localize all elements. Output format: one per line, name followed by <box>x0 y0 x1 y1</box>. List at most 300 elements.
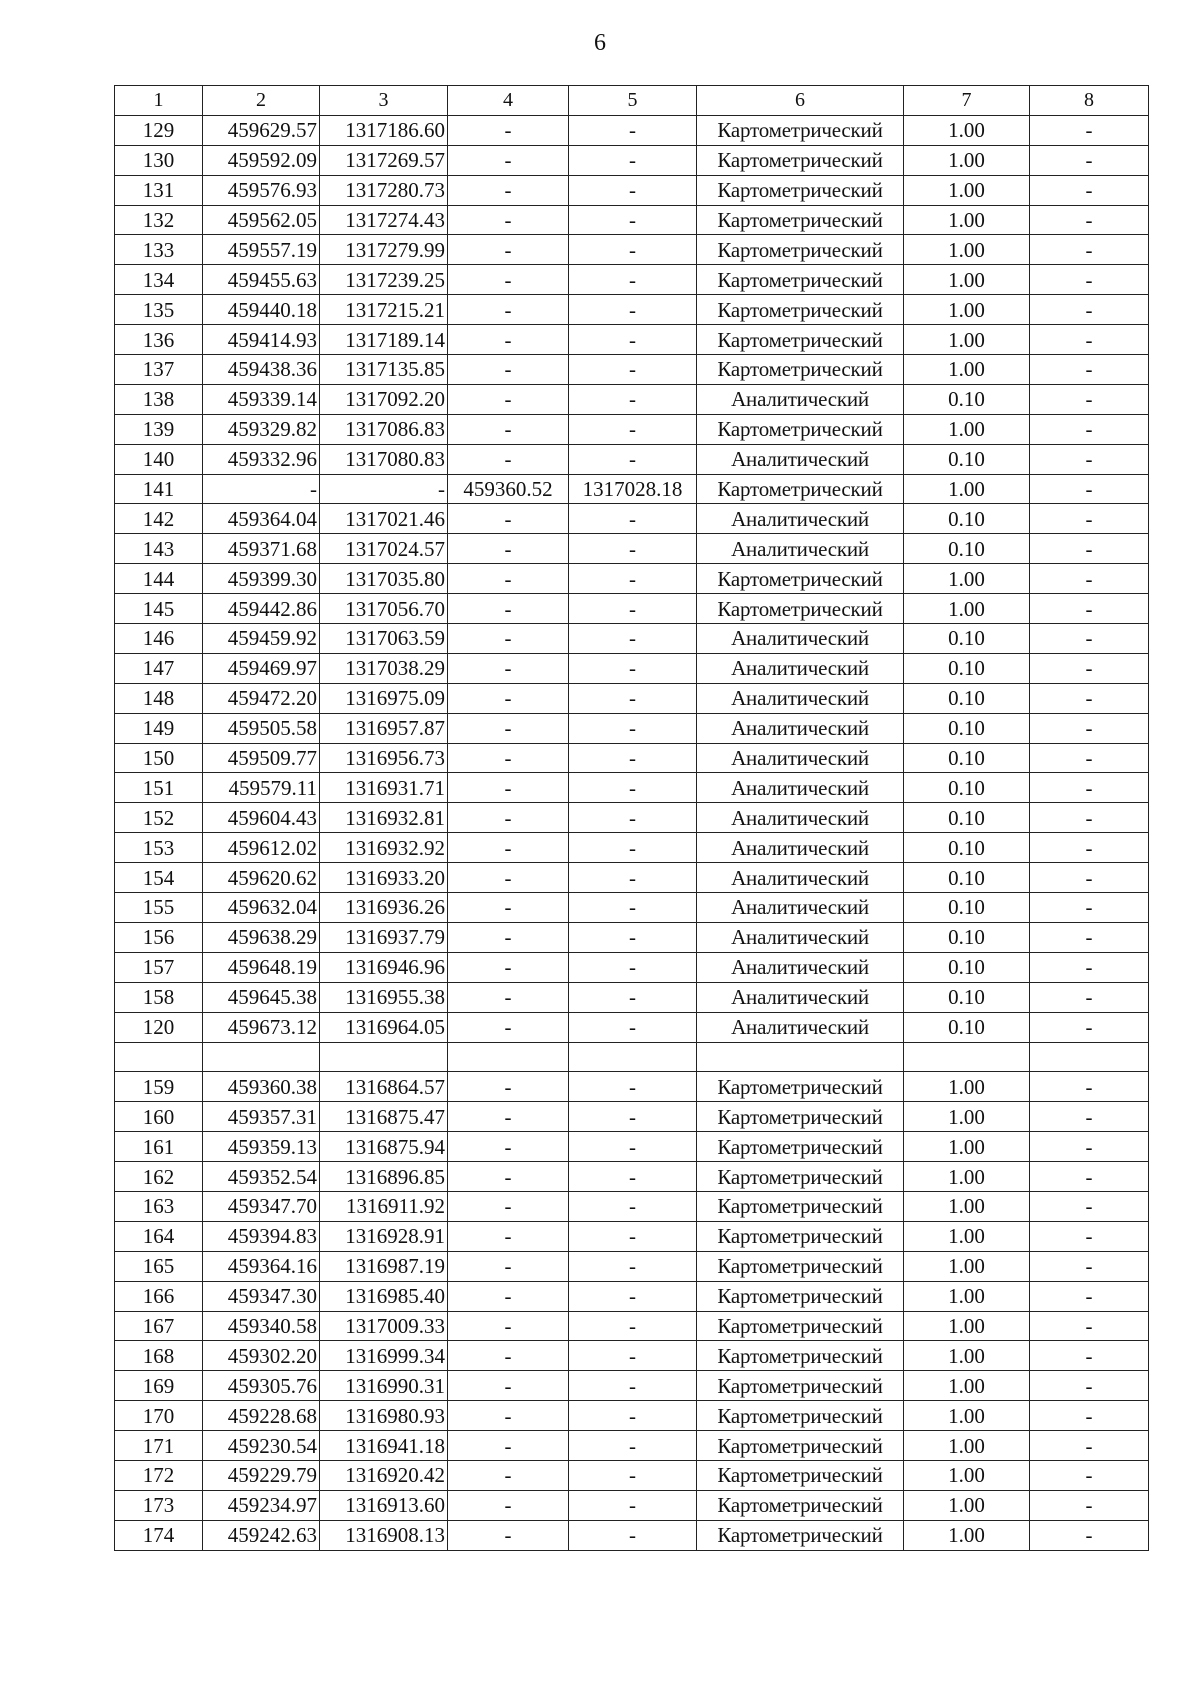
table-row <box>115 1341 1149 1371</box>
point-number-cell: 143 <box>115 534 203 564</box>
description-cell: - <box>1030 474 1149 504</box>
x-new-cell: - <box>448 1132 569 1162</box>
x-new-cell: - <box>448 863 569 893</box>
method-cell: Картометрический <box>697 115 904 145</box>
x-coordinate-cell: 459632.04 <box>203 893 320 923</box>
point-number-cell: 136 <box>115 325 203 355</box>
x-new-cell: - <box>448 922 569 952</box>
y-coordinate-cell: 1317280.73 <box>320 175 448 205</box>
method-cell: Картометрический <box>697 175 904 205</box>
x-new-cell: - <box>448 1191 569 1221</box>
description-cell: - <box>1030 743 1149 773</box>
description-cell: - <box>1030 1341 1149 1371</box>
accuracy-cell: 1.00 <box>904 295 1030 325</box>
x-new-cell <box>448 1042 569 1072</box>
y-coordinate-cell: 1317239.25 <box>320 265 448 295</box>
y-coordinate-cell: 1316875.47 <box>320 1102 448 1132</box>
y-coordinate-cell: 1317279.99 <box>320 235 448 265</box>
method-cell: Картометрический <box>697 1162 904 1192</box>
y-new-cell: - <box>569 1311 697 1341</box>
accuracy-cell: 0.10 <box>904 982 1030 1012</box>
description-cell: - <box>1030 325 1149 355</box>
method-cell: Аналитический <box>697 743 904 773</box>
accuracy-cell: 1.00 <box>904 1162 1030 1192</box>
description-cell: - <box>1030 1371 1149 1401</box>
page-number: 6 <box>594 30 606 56</box>
y-new-cell: - <box>569 1012 697 1042</box>
description-cell: - <box>1030 145 1149 175</box>
method-cell: Аналитический <box>697 803 904 833</box>
x-coordinate-cell: 459230.54 <box>203 1431 320 1461</box>
x-new-cell: - <box>448 1431 569 1461</box>
table-row <box>115 444 1149 474</box>
x-coordinate-cell: 459509.77 <box>203 743 320 773</box>
accuracy-cell: 0.10 <box>904 803 1030 833</box>
description-cell: - <box>1030 713 1149 743</box>
point-number-cell: 151 <box>115 773 203 803</box>
x-new-cell: - <box>448 205 569 235</box>
x-coordinate-cell: 459359.13 <box>203 1132 320 1162</box>
y-new-cell: - <box>569 833 697 863</box>
y-coordinate-cell: 1316990.31 <box>320 1371 448 1401</box>
y-coordinate-cell: 1317009.33 <box>320 1311 448 1341</box>
table-row <box>115 564 1149 594</box>
point-number-cell: 154 <box>115 863 203 893</box>
column-header: 1 <box>115 86 203 116</box>
accuracy-cell: 0.10 <box>904 653 1030 683</box>
y-new-cell: - <box>569 1281 697 1311</box>
description-cell: - <box>1030 1132 1149 1162</box>
x-coordinate-cell: 459629.57 <box>203 115 320 145</box>
x-new-cell: - <box>448 594 569 624</box>
x-new-cell: - <box>448 1520 569 1550</box>
method-cell: Картометрический <box>697 1281 904 1311</box>
method-cell: Картометрический <box>697 564 904 594</box>
accuracy-cell: 1.00 <box>904 564 1030 594</box>
method-cell: Картометрический <box>697 1251 904 1281</box>
x-coordinate-cell: 459340.58 <box>203 1311 320 1341</box>
accuracy-cell: 1.00 <box>904 1311 1030 1341</box>
accuracy-cell: 1.00 <box>904 1401 1030 1431</box>
table-row <box>115 1520 1149 1550</box>
point-number-cell <box>115 1042 203 1072</box>
accuracy-cell: 1.00 <box>904 414 1030 444</box>
y-coordinate-cell: 1317086.83 <box>320 414 448 444</box>
accuracy-cell: 1.00 <box>904 265 1030 295</box>
y-new-cell: - <box>569 922 697 952</box>
x-coordinate-cell: 459592.09 <box>203 145 320 175</box>
description-cell: - <box>1030 982 1149 1012</box>
x-new-cell: - <box>448 115 569 145</box>
y-coordinate-cell: 1316896.85 <box>320 1162 448 1192</box>
accuracy-cell: 0.10 <box>904 743 1030 773</box>
description-cell: - <box>1030 504 1149 534</box>
y-new-cell: - <box>569 1221 697 1251</box>
accuracy-cell: 1.00 <box>904 1251 1030 1281</box>
description-cell: - <box>1030 1490 1149 1520</box>
point-number-cell: 148 <box>115 683 203 713</box>
y-coordinate-cell: 1316932.92 <box>320 833 448 863</box>
table-row <box>115 384 1149 414</box>
point-number-cell: 171 <box>115 1431 203 1461</box>
table-row <box>115 773 1149 803</box>
y-new-cell: - <box>569 1401 697 1431</box>
y-coordinate-cell: 1317080.83 <box>320 444 448 474</box>
table-row <box>115 1251 1149 1281</box>
x-coordinate-cell: 459414.93 <box>203 325 320 355</box>
description-cell: - <box>1030 1401 1149 1431</box>
method-cell: Аналитический <box>697 982 904 1012</box>
point-number-cell: 130 <box>115 145 203 175</box>
y-new-cell: - <box>569 982 697 1012</box>
y-coordinate-cell: 1317189.14 <box>320 325 448 355</box>
table-row <box>115 504 1149 534</box>
x-new-cell: - <box>448 414 569 444</box>
y-coordinate-cell: 1316933.20 <box>320 863 448 893</box>
x-new-cell: - <box>448 1460 569 1490</box>
table-row <box>115 1460 1149 1490</box>
point-number-cell: 174 <box>115 1520 203 1550</box>
description-cell: - <box>1030 534 1149 564</box>
y-coordinate-cell: 1316956.73 <box>320 743 448 773</box>
y-new-cell: - <box>569 1132 697 1162</box>
accuracy-cell: 1.00 <box>904 1132 1030 1162</box>
point-number-cell: 159 <box>115 1072 203 1102</box>
description-cell: - <box>1030 115 1149 145</box>
table-row <box>115 235 1149 265</box>
method-cell: Картометрический <box>697 1460 904 1490</box>
y-coordinate-cell: 1316911.92 <box>320 1191 448 1221</box>
x-coordinate-cell: 459305.76 <box>203 1371 320 1401</box>
accuracy-cell: 1.00 <box>904 1281 1030 1311</box>
y-coordinate-cell: 1316920.42 <box>320 1460 448 1490</box>
point-number-cell: 173 <box>115 1490 203 1520</box>
point-number-cell: 168 <box>115 1341 203 1371</box>
description-cell: - <box>1030 1460 1149 1490</box>
x-new-cell: 459360.52 <box>448 474 569 504</box>
point-number-cell: 152 <box>115 803 203 833</box>
table-row <box>115 713 1149 743</box>
table-row <box>115 145 1149 175</box>
x-new-cell: - <box>448 1072 569 1102</box>
x-coordinate-cell: 459229.79 <box>203 1460 320 1490</box>
method-cell: Аналитический <box>697 713 904 743</box>
y-coordinate-cell: 1316908.13 <box>320 1520 448 1550</box>
method-cell: Картометрический <box>697 355 904 385</box>
point-number-cell: 170 <box>115 1401 203 1431</box>
point-number-cell: 160 <box>115 1102 203 1132</box>
description-cell: - <box>1030 1520 1149 1550</box>
column-header: 6 <box>697 86 904 116</box>
y-coordinate-cell: 1317024.57 <box>320 534 448 564</box>
column-header: 2 <box>203 86 320 116</box>
description-cell: - <box>1030 355 1149 385</box>
y-new-cell: - <box>569 1072 697 1102</box>
method-cell: Аналитический <box>697 624 904 654</box>
y-coordinate-cell: 1316932.81 <box>320 803 448 833</box>
accuracy-cell: 0.10 <box>904 504 1030 534</box>
accuracy-cell: 1.00 <box>904 1431 1030 1461</box>
x-new-cell: - <box>448 145 569 175</box>
description-cell: - <box>1030 833 1149 863</box>
description-cell: - <box>1030 1221 1149 1251</box>
x-coordinate-cell: 459347.30 <box>203 1281 320 1311</box>
x-new-cell: - <box>448 952 569 982</box>
x-coordinate-cell: 459357.31 <box>203 1102 320 1132</box>
accuracy-cell: 1.00 <box>904 235 1030 265</box>
y-coordinate-cell: 1317063.59 <box>320 624 448 654</box>
point-number-cell: 156 <box>115 922 203 952</box>
y-coordinate-cell: 1316946.96 <box>320 952 448 982</box>
point-number-cell: 166 <box>115 1281 203 1311</box>
column-header: 4 <box>448 86 569 116</box>
table-row <box>115 743 1149 773</box>
point-number-cell: 131 <box>115 175 203 205</box>
y-coordinate-cell: 1316975.09 <box>320 683 448 713</box>
column-header: 7 <box>904 86 1030 116</box>
x-new-cell: - <box>448 713 569 743</box>
y-new-cell: - <box>569 594 697 624</box>
y-new-cell: - <box>569 624 697 654</box>
y-new-cell: - <box>569 952 697 982</box>
description-cell: - <box>1030 1311 1149 1341</box>
y-coordinate-cell: 1316928.91 <box>320 1221 448 1251</box>
point-number-cell: 158 <box>115 982 203 1012</box>
y-coordinate-cell: 1317186.60 <box>320 115 448 145</box>
point-number-cell: 134 <box>115 265 203 295</box>
method-cell: Картометрический <box>697 1431 904 1461</box>
accuracy-cell: 0.10 <box>904 922 1030 952</box>
x-coordinate-cell: 459442.86 <box>203 594 320 624</box>
y-new-cell: - <box>569 325 697 355</box>
y-new-cell: - <box>569 803 697 833</box>
x-coordinate-cell: 459557.19 <box>203 235 320 265</box>
description-cell: - <box>1030 922 1149 952</box>
table-row <box>115 1012 1149 1042</box>
accuracy-cell: 1.00 <box>904 1072 1030 1102</box>
accuracy-cell: 0.10 <box>904 534 1030 564</box>
y-new-cell: - <box>569 743 697 773</box>
y-new-cell: - <box>569 1431 697 1461</box>
point-number-cell: 150 <box>115 743 203 773</box>
x-new-cell: - <box>448 1102 569 1132</box>
table-row <box>115 1490 1149 1520</box>
point-number-cell: 155 <box>115 893 203 923</box>
point-number-cell: 147 <box>115 653 203 683</box>
table-row <box>115 1132 1149 1162</box>
description-cell: - <box>1030 1072 1149 1102</box>
column-header: 3 <box>320 86 448 116</box>
y-new-cell <box>569 1042 697 1072</box>
table-row <box>115 922 1149 952</box>
y-new-cell: - <box>569 713 697 743</box>
x-coordinate-cell: 459455.63 <box>203 265 320 295</box>
x-coordinate-cell: 459459.92 <box>203 624 320 654</box>
y-new-cell: - <box>569 1191 697 1221</box>
description-cell: - <box>1030 863 1149 893</box>
point-number-cell: 164 <box>115 1221 203 1251</box>
point-number-cell: 145 <box>115 594 203 624</box>
point-number-cell: 138 <box>115 384 203 414</box>
y-new-cell: - <box>569 115 697 145</box>
x-new-cell: - <box>448 295 569 325</box>
method-cell: Картометрический <box>697 1371 904 1401</box>
accuracy-cell: 0.10 <box>904 444 1030 474</box>
x-coordinate-cell: 459399.30 <box>203 564 320 594</box>
point-number-cell: 149 <box>115 713 203 743</box>
description-cell: - <box>1030 952 1149 982</box>
description-cell: - <box>1030 624 1149 654</box>
y-new-cell: - <box>569 1460 697 1490</box>
x-new-cell: - <box>448 893 569 923</box>
table-row <box>115 952 1149 982</box>
y-coordinate-cell: 1316987.19 <box>320 1251 448 1281</box>
y-new-cell: - <box>569 355 697 385</box>
column-header: 5 <box>569 86 697 116</box>
accuracy-cell: 1.00 <box>904 1341 1030 1371</box>
description-cell: - <box>1030 235 1149 265</box>
accuracy-cell: 1.00 <box>904 1490 1030 1520</box>
description-cell: - <box>1030 683 1149 713</box>
accuracy-cell: 0.10 <box>904 683 1030 713</box>
accuracy-cell: 1.00 <box>904 594 1030 624</box>
x-new-cell: - <box>448 624 569 654</box>
description-cell: - <box>1030 265 1149 295</box>
method-cell: Картометрический <box>697 1072 904 1102</box>
y-new-cell: - <box>569 444 697 474</box>
method-cell: Картометрический <box>697 295 904 325</box>
x-new-cell: - <box>448 534 569 564</box>
description-cell: - <box>1030 1251 1149 1281</box>
description-cell: - <box>1030 175 1149 205</box>
x-new-cell: - <box>448 1401 569 1431</box>
accuracy-cell: 1.00 <box>904 1460 1030 1490</box>
method-cell: Картометрический <box>697 1191 904 1221</box>
method-cell: Картометрический <box>697 1520 904 1550</box>
y-new-cell: - <box>569 145 697 175</box>
accuracy-cell: 0.10 <box>904 893 1030 923</box>
column-header: 8 <box>1030 86 1149 116</box>
table-row <box>115 325 1149 355</box>
x-coordinate-cell: 459576.93 <box>203 175 320 205</box>
accuracy-cell: 0.10 <box>904 624 1030 654</box>
table-row <box>115 534 1149 564</box>
table-row <box>115 1281 1149 1311</box>
y-new-cell: - <box>569 1341 697 1371</box>
description-cell: - <box>1030 1281 1149 1311</box>
coordinates-table <box>114 85 1149 1551</box>
accuracy-cell: 1.00 <box>904 1191 1030 1221</box>
point-number-cell: 162 <box>115 1162 203 1192</box>
y-new-cell: - <box>569 683 697 713</box>
description-cell: - <box>1030 444 1149 474</box>
table-row <box>115 265 1149 295</box>
method-cell: Аналитический <box>697 504 904 534</box>
method-cell: Картометрический <box>697 1102 904 1132</box>
description-cell <box>1030 1042 1149 1072</box>
description-cell: - <box>1030 295 1149 325</box>
table-row <box>115 893 1149 923</box>
accuracy-cell: 0.10 <box>904 713 1030 743</box>
method-cell: Картометрический <box>697 145 904 175</box>
accuracy-cell: 1.00 <box>904 175 1030 205</box>
method-cell: Картометрический <box>697 235 904 265</box>
description-cell: - <box>1030 773 1149 803</box>
y-new-cell: - <box>569 1371 697 1401</box>
y-coordinate-cell: 1317021.46 <box>320 504 448 534</box>
description-cell: - <box>1030 1191 1149 1221</box>
y-new-cell: - <box>569 893 697 923</box>
accuracy-cell: 1.00 <box>904 1520 1030 1550</box>
x-new-cell: - <box>448 265 569 295</box>
table-row <box>115 1162 1149 1192</box>
method-cell <box>697 1042 904 1072</box>
x-coordinate-cell: 459242.63 <box>203 1520 320 1550</box>
y-coordinate-cell: 1316999.34 <box>320 1341 448 1371</box>
point-number-cell: 144 <box>115 564 203 594</box>
table-row <box>115 175 1149 205</box>
x-coordinate-cell: 459604.43 <box>203 803 320 833</box>
y-new-cell: - <box>569 1162 697 1192</box>
x-coordinate-cell: 459469.97 <box>203 653 320 683</box>
y-coordinate-cell: 1317056.70 <box>320 594 448 624</box>
x-coordinate-cell: 459339.14 <box>203 384 320 414</box>
y-new-cell: - <box>569 175 697 205</box>
point-number-cell: 172 <box>115 1460 203 1490</box>
y-coordinate-cell: 1316980.93 <box>320 1401 448 1431</box>
y-coordinate-cell: 1316936.26 <box>320 893 448 923</box>
x-coordinate-cell: 459364.16 <box>203 1251 320 1281</box>
x-coordinate-cell: 459394.83 <box>203 1221 320 1251</box>
x-new-cell: - <box>448 504 569 534</box>
method-cell: Аналитический <box>697 773 904 803</box>
x-new-cell: - <box>448 1012 569 1042</box>
description-cell: - <box>1030 564 1149 594</box>
description-cell: - <box>1030 653 1149 683</box>
y-coordinate-cell: 1316864.57 <box>320 1072 448 1102</box>
y-coordinate-cell: - <box>320 474 448 504</box>
x-coordinate-cell: 459440.18 <box>203 295 320 325</box>
method-cell: Картометрический <box>697 325 904 355</box>
table-row <box>115 1191 1149 1221</box>
x-new-cell: - <box>448 1490 569 1520</box>
table-row <box>115 863 1149 893</box>
accuracy-cell: 1.00 <box>904 355 1030 385</box>
x-new-cell: - <box>448 564 569 594</box>
x-coordinate-cell: 459648.19 <box>203 952 320 982</box>
point-number-cell: 169 <box>115 1371 203 1401</box>
x-coordinate-cell: 459579.11 <box>203 773 320 803</box>
table-body <box>115 115 1149 1550</box>
accuracy-cell: 1.00 <box>904 474 1030 504</box>
x-coordinate-cell: 459620.62 <box>203 863 320 893</box>
x-coordinate-cell: 459360.38 <box>203 1072 320 1102</box>
table-row <box>115 624 1149 654</box>
point-number-cell: 167 <box>115 1311 203 1341</box>
method-cell: Картометрический <box>697 1311 904 1341</box>
method-cell: Аналитический <box>697 683 904 713</box>
x-coordinate-cell: 459638.29 <box>203 922 320 952</box>
y-new-cell: - <box>569 295 697 325</box>
point-number-cell: 137 <box>115 355 203 385</box>
table-row <box>115 1042 1149 1072</box>
table-row <box>115 115 1149 145</box>
table-row <box>115 1311 1149 1341</box>
point-number-cell: 161 <box>115 1132 203 1162</box>
x-new-cell: - <box>448 235 569 265</box>
method-cell: Аналитический <box>697 922 904 952</box>
method-cell: Аналитический <box>697 952 904 982</box>
